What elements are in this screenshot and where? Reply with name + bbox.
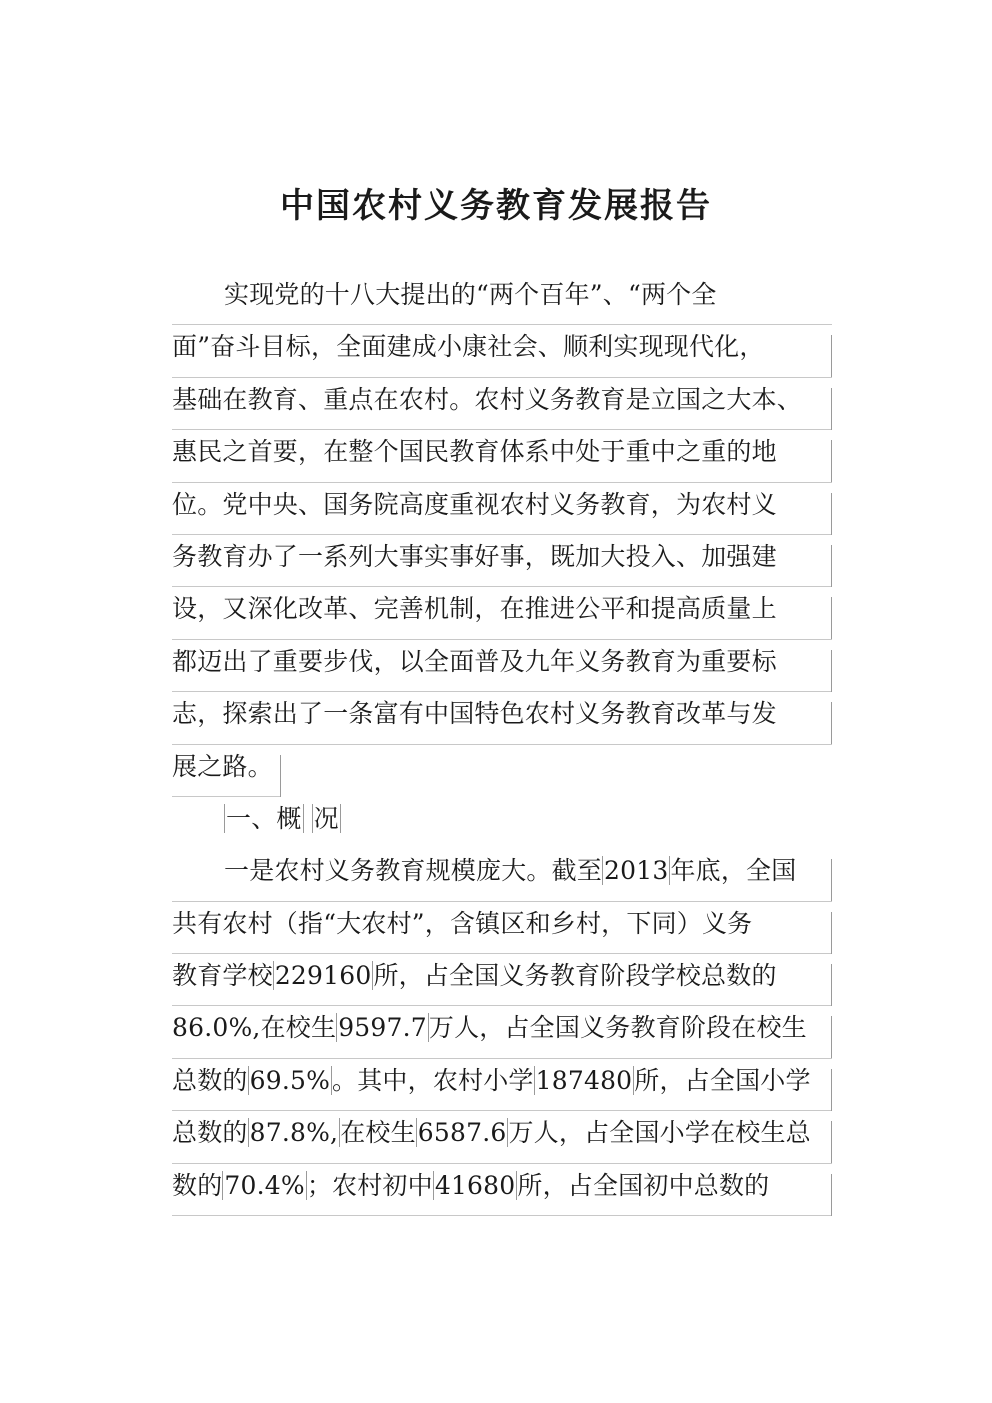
intro-line-6: 务教育办了一系列大事实事好事，既加大投入、加强建 [172, 535, 832, 587]
intro-line-1: 实现党的十八大提出的“两个百年”、“两个全 [172, 273, 832, 325]
section-heading [172, 797, 832, 849]
section1-text: 所，占全国小学 [634, 1065, 811, 1095]
document-body [172, 273, 832, 1216]
section1-text: 。其中，农村小学 [332, 1065, 534, 1095]
intro-line-10-row [172, 745, 832, 797]
intro-line-10: 展之路。 [172, 745, 281, 797]
intro-line-2: 面”奋斗目标，全面建成小康社会、顺利实现现代化， [172, 325, 832, 377]
section1-text: 总数的 [172, 1065, 248, 1095]
section1-number: 9597.7 [338, 1013, 427, 1043]
section1-text: 年底，全国 [670, 856, 797, 886]
intro-line-5: 位。党中央、国务院高度重视农村义务教育，为农村义 [172, 483, 832, 535]
section1-line-7 [172, 1164, 832, 1216]
section1-number: 6587.6 [417, 1118, 507, 1148]
section1-text: 在校生 [340, 1118, 416, 1148]
section1-year: 2013 [604, 856, 669, 886]
section1-line-2: 共有农村（指“大农村”，含镇区和乡村，下同）义务 [172, 902, 832, 954]
document-title: 中国农村义务教育发展报告 [280, 186, 712, 226]
section1-percent: 70.4% [224, 1170, 305, 1200]
section1-percent: 69.5% [249, 1065, 331, 1095]
section1-percent: 86.0%, [172, 1013, 261, 1043]
intro-line-8: 都迈出了重要步伐，以全面普及九年义务教育为重要标 [172, 640, 832, 692]
section1-number: 41680 [434, 1170, 516, 1200]
intro-line-3: 基础在教育、重点在农村。农村义务教育是立国之大本、 [172, 378, 832, 430]
intro-line-7: 设，又深化改革、完善机制，在推进公平和提高质量上 [172, 587, 832, 639]
section1-line-3 [172, 954, 832, 1006]
section1-text: 万人，占全国小学在校生总 [508, 1118, 811, 1148]
section1-text: 万人，占全国义务教育阶段在校生 [428, 1013, 807, 1043]
section1-text: 在校生 [260, 1013, 337, 1043]
section1-line-1 [172, 849, 832, 901]
section-heading-number: 一、概 [226, 803, 302, 833]
section1-number: 187480 [535, 1065, 633, 1095]
section1-text: 教育学校 [172, 961, 273, 991]
section1-percent: 87.8%, [249, 1118, 339, 1148]
section1-text: ；农村初中 [306, 1170, 433, 1200]
section1-number: 229160 [274, 961, 372, 991]
section1-text: 一是农村义务教育规模庞大。截至 [224, 856, 603, 886]
section1-text: 总数的 [172, 1118, 248, 1148]
section1-text: 所，占全国义务教育阶段学校总数的 [373, 961, 777, 991]
intro-line-4: 惠民之首要，在整个国民教育体系中处于重中之重的地 [172, 430, 832, 482]
section1-text: 数的 [172, 1170, 223, 1200]
section1-text: 所，占全国初中总数的 [517, 1170, 770, 1200]
section1-line-4 [172, 1006, 832, 1058]
section-heading-title: 况 [313, 803, 339, 833]
section1-line-5 [172, 1059, 832, 1111]
intro-line-9: 志，探索出了一条富有中国特色农村义务教育改革与发 [172, 692, 832, 744]
section1-line-6 [172, 1111, 832, 1163]
